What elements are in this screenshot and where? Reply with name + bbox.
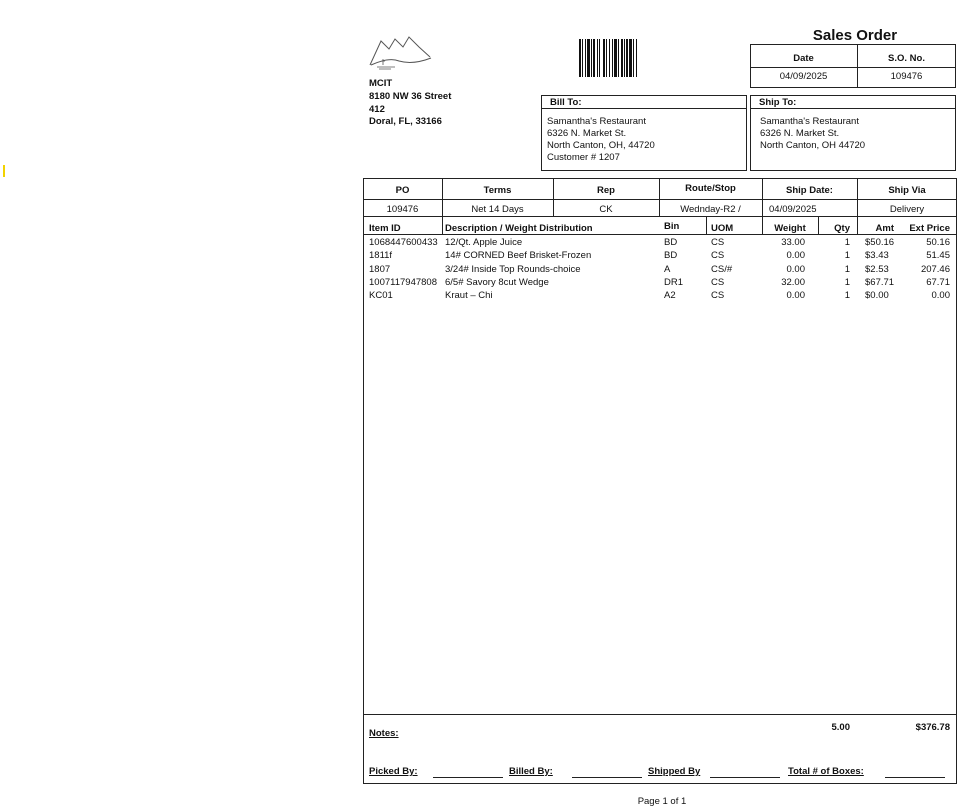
route-stop-value: Wednday-R2 / <box>680 204 741 215</box>
item-qty: 1 <box>844 250 850 261</box>
bill-to-label: Bill To: <box>550 97 582 108</box>
item-bin: BD <box>664 250 678 261</box>
shipped-by-line <box>710 777 780 778</box>
picked-by-label: Picked By: <box>369 766 418 777</box>
item-uom: CS <box>711 290 725 301</box>
item-ext-price: 51.45 <box>926 250 950 261</box>
bill-to-name: Samantha's Restaurant <box>547 116 646 127</box>
description-header: Description / Weight Distribution <box>445 223 593 234</box>
terms-header: Terms <box>483 185 512 196</box>
item-qty: 1 <box>844 277 850 288</box>
item-bin: DR1 <box>664 277 684 288</box>
ship-to-city: North Canton, OH 44720 <box>760 140 866 151</box>
ship-date-value: 04/09/2025 <box>769 204 817 215</box>
item-amt: $0.00 <box>865 290 889 301</box>
item-amt: $3.43 <box>865 250 889 261</box>
item-id: 1811f <box>369 250 393 261</box>
item-qty: 1 <box>844 290 850 301</box>
margin-marker <box>3 165 5 177</box>
item-ext-price: 67.71 <box>926 277 950 288</box>
barcode <box>579 39 673 77</box>
item-amt: $67.71 <box>865 277 895 288</box>
ship-to-name: Samantha's Restaurant <box>760 116 859 127</box>
route-stop-header: Route/Stop <box>685 183 736 194</box>
item-id: 1007117947808 <box>369 277 437 288</box>
item-id-header: Item ID <box>369 223 401 234</box>
total-qty: 5.00 <box>831 722 850 733</box>
item-weight: 33.00 <box>781 237 805 248</box>
item-description: 3/24# Inside Top Rounds-choice <box>445 264 581 275</box>
rep-header: Rep <box>597 185 615 196</box>
item-bin: A <box>664 264 671 275</box>
so-number-value: 109476 <box>890 71 923 82</box>
company-name: MCIT <box>369 78 393 89</box>
item-uom: CS/# <box>711 264 733 275</box>
billed-by-line <box>572 777 642 778</box>
terms-value: Net 14 Days <box>471 204 524 215</box>
item-weight: 0.00 <box>786 264 805 275</box>
item-description: 12/Qt. Apple Juice <box>445 237 523 248</box>
weight-header: Weight <box>774 223 806 234</box>
qty-header: Qty <box>834 223 850 234</box>
notes-label: Notes: <box>369 728 399 739</box>
company-city-state-zip: Doral, FL, 33166 <box>369 116 442 127</box>
picked-by-line <box>433 777 503 778</box>
item-weight: 0.00 <box>786 250 805 261</box>
item-ext-price: 207.46 <box>920 264 950 275</box>
item-weight: 32.00 <box>781 277 805 288</box>
total-boxes-label: Total # of Boxes: <box>788 766 864 777</box>
ship-date-header: Ship Date: <box>786 185 833 196</box>
ext-price-header: Ext Price <box>909 223 950 234</box>
item-uom: CS <box>711 237 725 248</box>
item-qty: 1 <box>844 264 850 275</box>
table-row <box>363 250 957 263</box>
item-description: 6/5# Savory 8cut Wedge <box>445 277 549 288</box>
bin-header: Bin <box>664 221 680 232</box>
page-number: Page 1 of 1 <box>637 796 687 807</box>
amt-header: Amt <box>875 223 894 234</box>
so-number-label: S.O. No. <box>888 53 925 64</box>
ship-via-header: Ship Via <box>888 185 926 196</box>
company-address-line2: 412 <box>369 104 385 115</box>
item-description: 14# CORNED Beef Brisket-Frozen <box>445 250 592 261</box>
item-uom: CS <box>711 277 725 288</box>
table-row <box>363 277 957 290</box>
item-weight: 0.00 <box>786 290 805 301</box>
item-description: Kraut – Chi <box>445 290 493 301</box>
item-ext-price: 0.00 <box>931 290 950 301</box>
ship-to-street: 6326 N. Market St. <box>760 128 840 139</box>
item-bin: BD <box>664 237 678 248</box>
bill-to-city: North Canton, OH, 44720 <box>547 140 655 151</box>
total-boxes-line <box>885 777 945 778</box>
item-amt: $50.16 <box>865 237 895 248</box>
item-bin: A2 <box>664 290 676 301</box>
shipped-by-label: Shipped By <box>648 766 701 777</box>
table-row <box>363 264 957 277</box>
document-title: Sales Order <box>812 27 898 44</box>
bill-to-street: 6326 N. Market St. <box>547 128 627 139</box>
item-id: 1807 <box>369 264 391 275</box>
billed-by-label: Billed By: <box>509 766 553 777</box>
rep-value: CK <box>599 204 613 215</box>
table-row <box>363 237 957 250</box>
item-id: 1068447600433 <box>369 237 438 248</box>
ship-via-value: Delivery <box>889 204 925 215</box>
po-header: PO <box>395 185 410 196</box>
company-address-line1: 8180 NW 36 Street <box>369 91 452 102</box>
uom-header: UOM <box>711 223 734 234</box>
item-amt: $2.53 <box>865 264 889 275</box>
total-amount: $376.78 <box>915 722 950 733</box>
mountain-logo-icon <box>369 31 433 71</box>
bill-to-customer-number: Customer # 1207 <box>547 152 620 163</box>
table-row <box>363 290 957 303</box>
item-uom: CS <box>711 250 725 261</box>
item-ext-price: 50.16 <box>926 237 950 248</box>
ship-to-label: Ship To: <box>759 97 797 108</box>
item-qty: 1 <box>844 237 850 248</box>
po-value: 109476 <box>386 204 419 215</box>
date-label: Date <box>793 53 814 64</box>
item-id: KC01 <box>369 290 393 301</box>
date-value: 04/09/2025 <box>779 71 828 82</box>
